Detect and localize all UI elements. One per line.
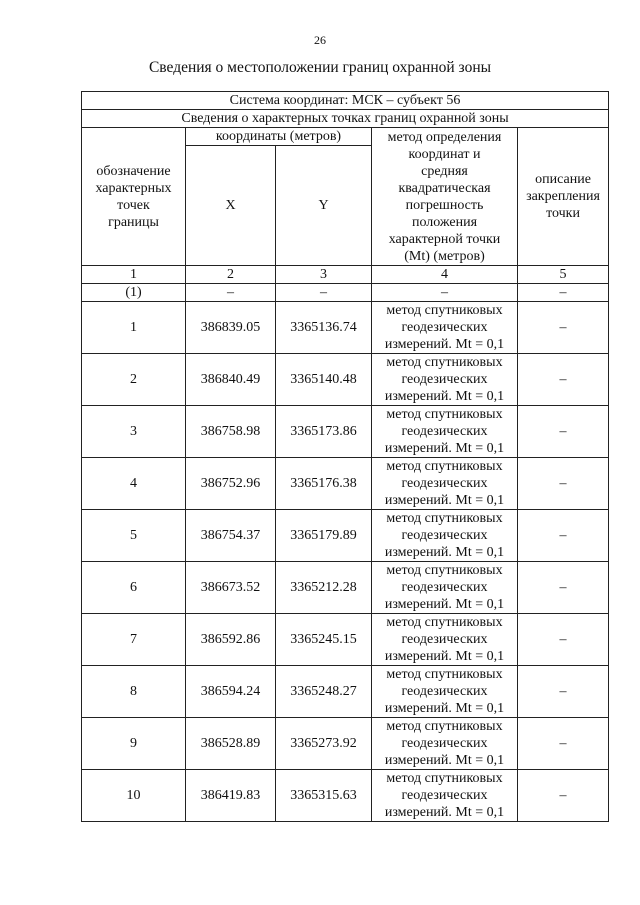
method-line: измерений. Mt = 0,1 bbox=[384, 337, 505, 352]
method-line: метод спутниковых bbox=[386, 355, 503, 370]
method-cell bbox=[372, 614, 518, 666]
x-header: X bbox=[186, 146, 276, 266]
method-line: метод спутниковых bbox=[386, 771, 503, 786]
x-coordinate: 386840.49 bbox=[186, 354, 276, 406]
table-row bbox=[82, 666, 609, 718]
header-line: описание bbox=[535, 172, 591, 187]
method-cell bbox=[372, 666, 518, 718]
method-line: геодезических bbox=[401, 736, 488, 751]
point-number: 9 bbox=[82, 718, 186, 770]
column-index: 1 bbox=[82, 266, 186, 284]
table-row bbox=[82, 770, 609, 822]
column-index: 2 bbox=[186, 266, 276, 284]
header-line: положения bbox=[411, 214, 478, 230]
y-coordinate: 3365140.48 bbox=[276, 354, 372, 406]
y-coordinate: 3365315.63 bbox=[276, 770, 372, 822]
point-description: – bbox=[518, 406, 609, 458]
method-line: геодезических bbox=[401, 632, 488, 647]
x-coordinate: 386673.52 bbox=[186, 562, 276, 614]
method-line: геодезических bbox=[401, 372, 488, 387]
table-row bbox=[82, 302, 609, 354]
point-description: – bbox=[518, 770, 609, 822]
table-row bbox=[82, 406, 609, 458]
method-line: метод спутниковых bbox=[386, 719, 503, 734]
point-description: – bbox=[518, 718, 609, 770]
header-line: обозначение bbox=[96, 163, 171, 179]
empty-cell: – bbox=[186, 284, 276, 302]
method-line: измерений. Mt = 0,1 bbox=[384, 649, 505, 664]
method-line: геодезических bbox=[401, 580, 488, 595]
data-rows bbox=[82, 302, 609, 822]
table-row bbox=[82, 614, 609, 666]
boundary-points-table bbox=[81, 91, 609, 822]
y-coordinate: 3365245.15 bbox=[276, 614, 372, 666]
empty-cell: – bbox=[372, 284, 518, 302]
method-line: метод спутниковых bbox=[386, 615, 503, 630]
y-coordinate: 3365176.38 bbox=[276, 458, 372, 510]
method-line: измерений. Mt = 0,1 bbox=[384, 441, 505, 456]
point-description: – bbox=[518, 458, 609, 510]
description-header bbox=[518, 128, 609, 266]
point-number: 7 bbox=[82, 614, 186, 666]
y-coordinate: 3365248.27 bbox=[276, 666, 372, 718]
y-coordinate: 3365173.86 bbox=[276, 406, 372, 458]
method-line: геодезических bbox=[401, 528, 488, 543]
method-line: геодезических bbox=[401, 320, 488, 335]
method-cell bbox=[372, 406, 518, 458]
coordinate-system-header: Система координат: МСК – субъект 56 bbox=[82, 92, 609, 110]
point-description: – bbox=[518, 614, 609, 666]
method-cell bbox=[372, 302, 518, 354]
y-coordinate: 3365273.92 bbox=[276, 718, 372, 770]
method-cell bbox=[372, 458, 518, 510]
column-index: 5 bbox=[518, 266, 609, 284]
header-line: координат и bbox=[408, 146, 481, 162]
empty-cell: – bbox=[518, 284, 609, 302]
table-row bbox=[82, 718, 609, 770]
empty-cell: – bbox=[276, 284, 372, 302]
method-cell bbox=[372, 354, 518, 406]
header-line: границы bbox=[108, 214, 159, 230]
point-description: – bbox=[518, 666, 609, 718]
header-line: (Mt) (метров) bbox=[404, 248, 485, 264]
method-cell bbox=[372, 718, 518, 770]
method-line: метод спутниковых bbox=[386, 303, 503, 318]
x-coordinate: 386754.37 bbox=[186, 510, 276, 562]
method-line: метод спутниковых bbox=[386, 407, 503, 422]
method-line: метод спутниковых bbox=[386, 667, 503, 682]
method-line: измерений. Mt = 0,1 bbox=[384, 701, 505, 716]
header-line: погрешность bbox=[405, 197, 484, 213]
column-index: 3 bbox=[276, 266, 372, 284]
header-line: характерных bbox=[95, 180, 172, 196]
method-cell bbox=[372, 510, 518, 562]
header-line: закрепления bbox=[526, 189, 600, 204]
table-row bbox=[82, 354, 609, 406]
y-coordinate: 3365179.89 bbox=[276, 510, 372, 562]
method-line: метод спутниковых bbox=[386, 459, 503, 474]
point-number: 5 bbox=[82, 510, 186, 562]
method-header bbox=[372, 128, 518, 266]
point-number: 2 bbox=[82, 354, 186, 406]
point-number: 3 bbox=[82, 406, 186, 458]
point-description: – bbox=[518, 510, 609, 562]
point-number: 8 bbox=[82, 666, 186, 718]
method-cell bbox=[372, 562, 518, 614]
table-row bbox=[82, 562, 609, 614]
table-row bbox=[82, 458, 609, 510]
point-number: 6 bbox=[82, 562, 186, 614]
header-line: метод определения bbox=[387, 129, 502, 145]
header-line: средняя bbox=[421, 163, 468, 179]
header-line: квадратическая bbox=[398, 180, 491, 196]
contour-label: (1) bbox=[82, 284, 186, 302]
table-row bbox=[82, 510, 609, 562]
x-coordinate: 386528.89 bbox=[186, 718, 276, 770]
x-coordinate: 386752.96 bbox=[186, 458, 276, 510]
method-line: измерений. Mt = 0,1 bbox=[384, 389, 505, 404]
section-header: Сведения о характерных точках границ охранной зоны bbox=[82, 110, 609, 128]
method-cell bbox=[372, 770, 518, 822]
method-line: измерений. Mt = 0,1 bbox=[384, 545, 505, 560]
method-line: измерений. Mt = 0,1 bbox=[384, 493, 505, 508]
x-coordinate: 386594.24 bbox=[186, 666, 276, 718]
point-description: – bbox=[518, 562, 609, 614]
method-line: измерений. Mt = 0,1 bbox=[384, 597, 505, 612]
method-line: геодезических bbox=[401, 788, 488, 803]
column-index: 4 bbox=[372, 266, 518, 284]
method-line: измерений. Mt = 0,1 bbox=[384, 753, 505, 768]
method-line: геодезических bbox=[401, 684, 488, 699]
point-number: 4 bbox=[82, 458, 186, 510]
x-coordinate: 386758.98 bbox=[186, 406, 276, 458]
point-description: – bbox=[518, 354, 609, 406]
x-coordinate: 386592.86 bbox=[186, 614, 276, 666]
method-line: геодезических bbox=[401, 424, 488, 439]
y-coordinate: 3365136.74 bbox=[276, 302, 372, 354]
point-number: 1 bbox=[82, 302, 186, 354]
header-line: точек bbox=[117, 197, 150, 213]
x-coordinate: 386839.05 bbox=[186, 302, 276, 354]
header-line: характерной точки bbox=[388, 231, 501, 247]
method-line: измерений. Mt = 0,1 bbox=[384, 805, 505, 820]
header-line: точки bbox=[546, 206, 580, 221]
coordinates-header: координаты (метров) bbox=[186, 128, 372, 146]
method-line: метод спутниковых bbox=[386, 563, 503, 578]
point-number: 10 bbox=[82, 770, 186, 822]
x-coordinate: 386419.83 bbox=[186, 770, 276, 822]
page-number: 26 bbox=[314, 33, 326, 47]
y-coordinate: 3365212.28 bbox=[276, 562, 372, 614]
point-description: – bbox=[518, 302, 609, 354]
y-header: Y bbox=[276, 146, 372, 266]
document-title: Сведения о местоположении границ охранной зоны bbox=[148, 59, 492, 76]
point-designation-header bbox=[82, 128, 186, 266]
method-line: метод спутниковых bbox=[386, 511, 503, 526]
method-line: геодезических bbox=[401, 476, 488, 491]
